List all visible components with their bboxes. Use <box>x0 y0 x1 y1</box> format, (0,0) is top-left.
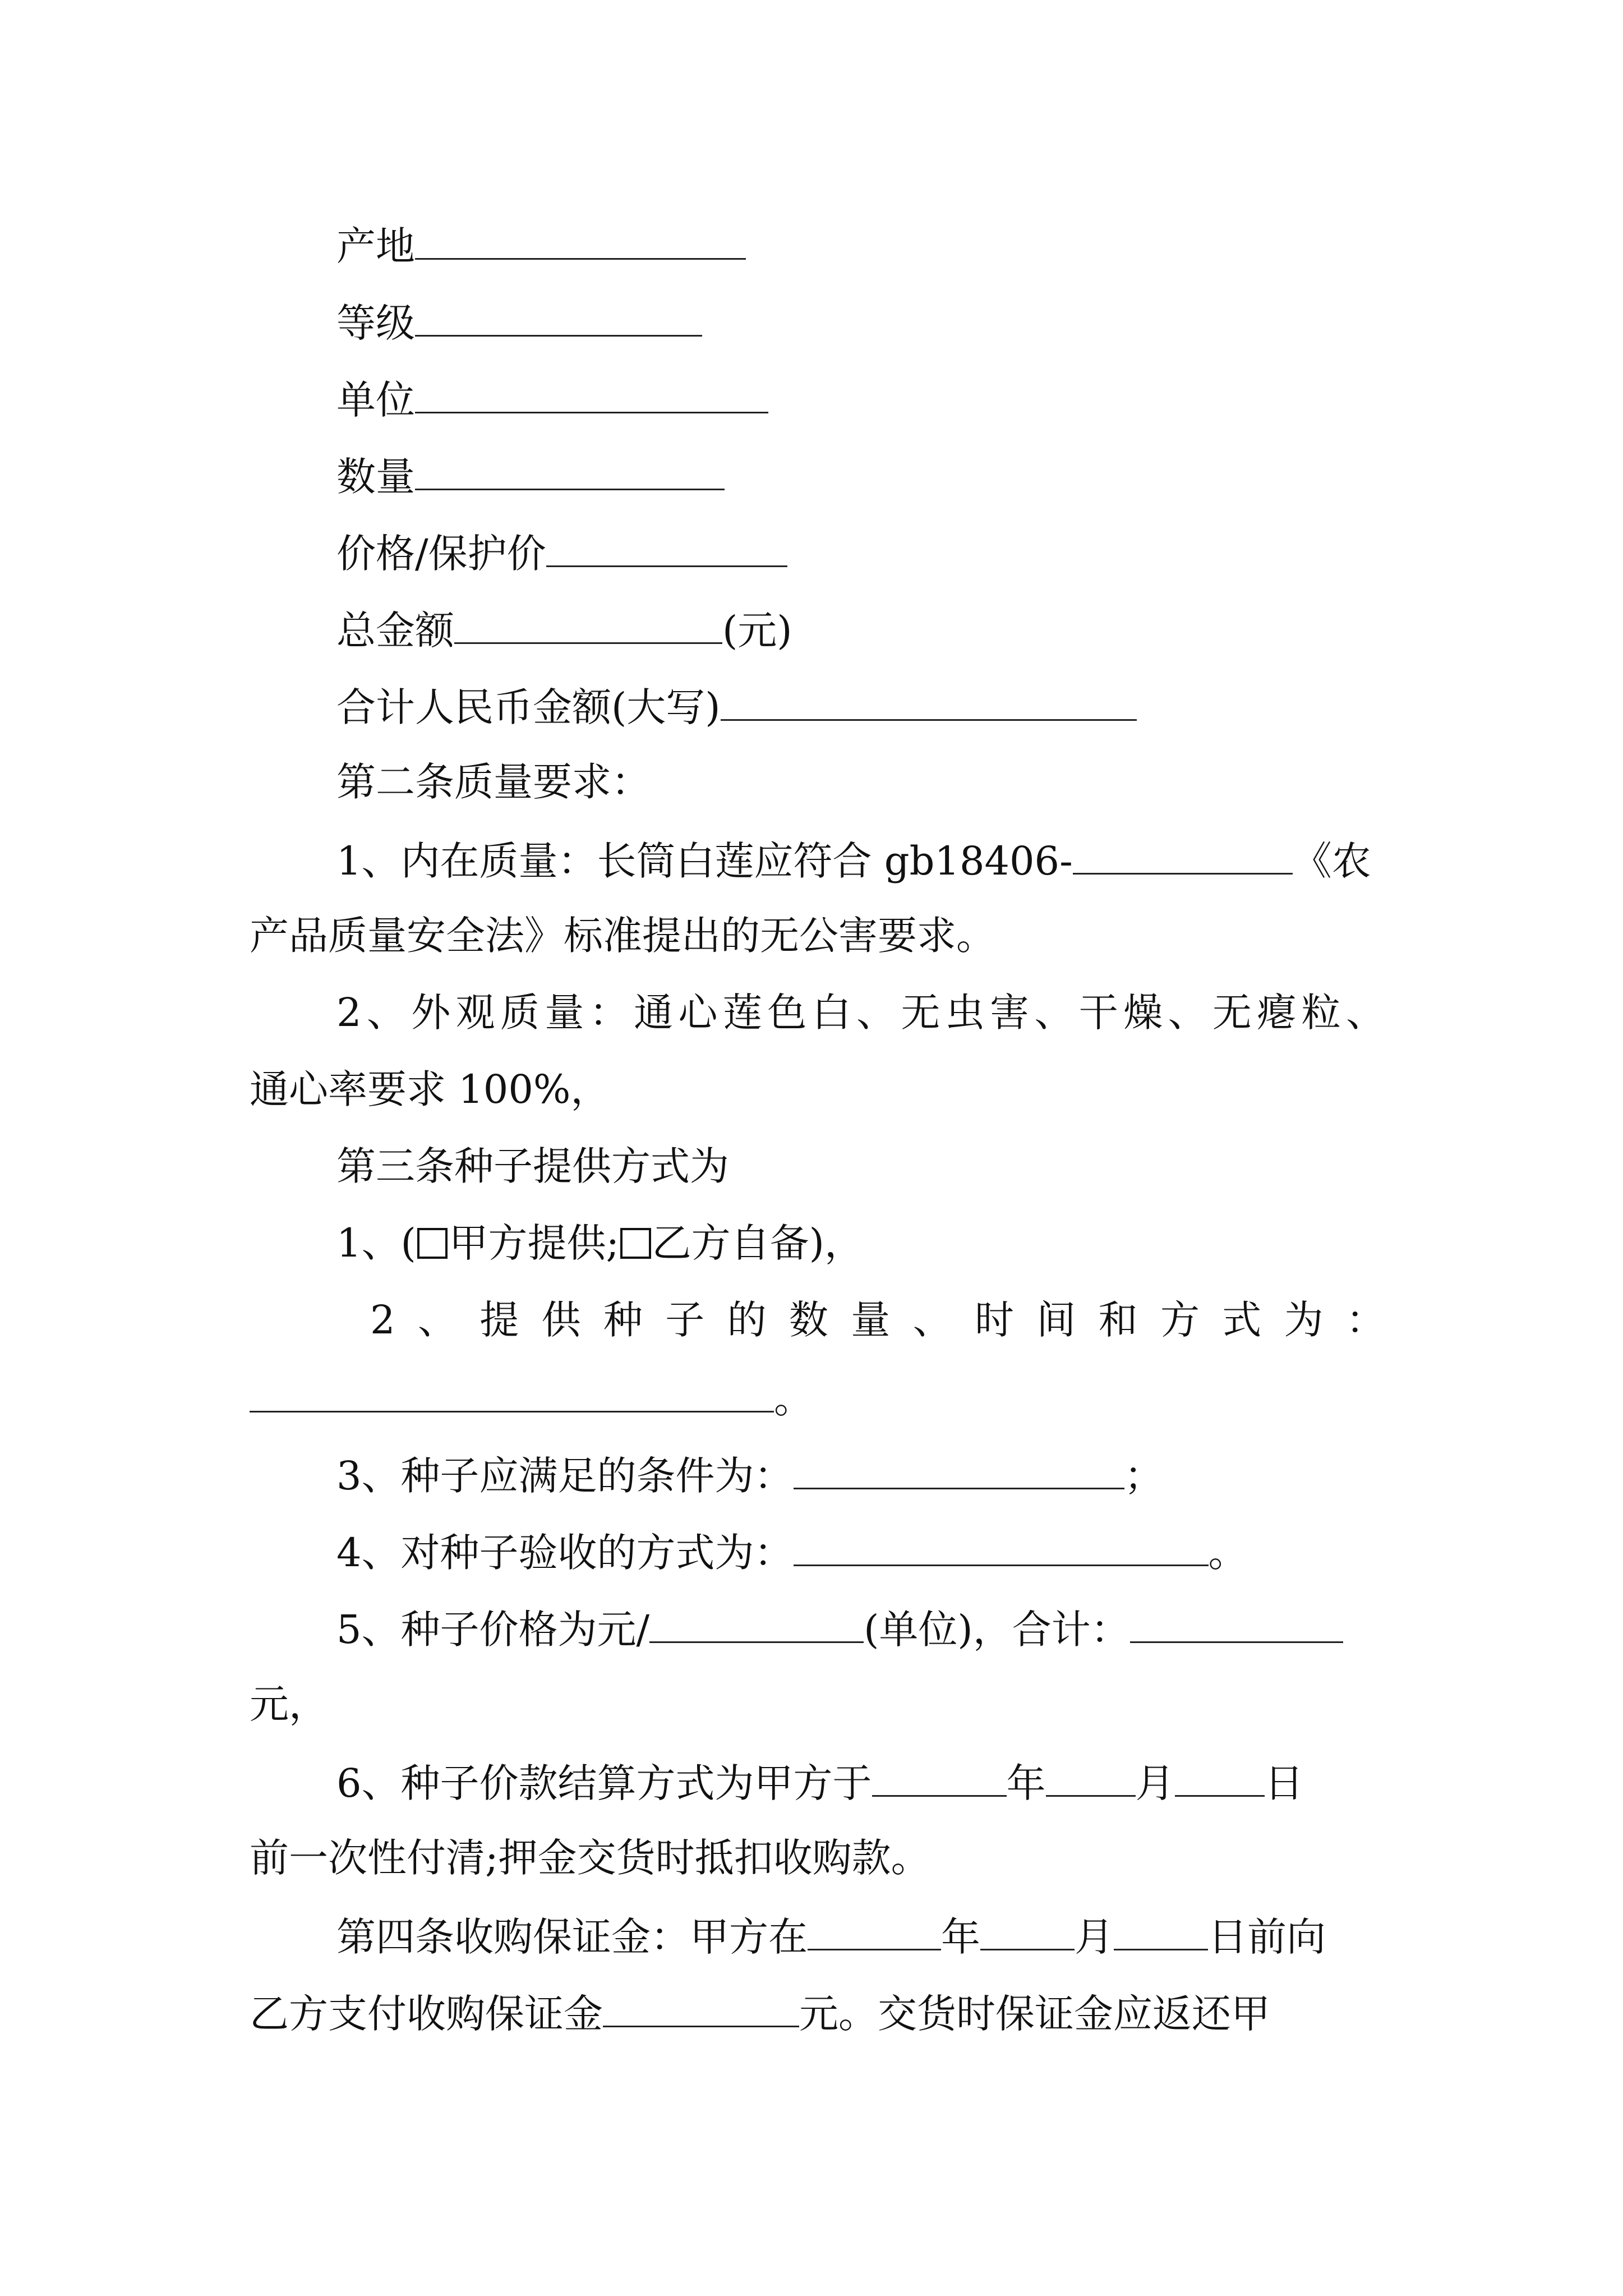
article-3-item-5-cont: 元， <box>250 1681 328 1727</box>
article-3-title: 第三条种子提供方式为 <box>336 1143 729 1189</box>
article-4-cont <box>250 1986 1270 2039</box>
field-grade <box>336 296 702 348</box>
unit-blank[interactable] <box>415 372 768 413</box>
field-label: 价格/保护价 <box>336 531 546 577</box>
field-label: 数量 <box>336 454 415 500</box>
article-2-item-2-cont: 通心率要求 100%， <box>250 1066 610 1112</box>
item-text: 4、对种子验收的方式为： <box>336 1530 794 1576</box>
article-3-item-5 <box>336 1602 1343 1655</box>
price-blank[interactable] <box>546 526 787 567</box>
month-blank[interactable] <box>1046 1756 1136 1797</box>
article-2-title: 第二条质量要求： <box>336 759 651 805</box>
article-2-item-1 <box>336 834 1371 886</box>
total-unit: (元) <box>722 608 792 654</box>
field-origin <box>336 219 746 272</box>
year-blank[interactable] <box>872 1756 1007 1797</box>
origin-blank[interactable] <box>415 219 746 260</box>
day-label: 日 <box>1264 1760 1304 1806</box>
deposit-year-blank[interactable] <box>808 1910 941 1950</box>
item-text: (单位)，合计： <box>864 1607 1130 1653</box>
seed-supply-blank[interactable] <box>250 1372 774 1412</box>
grade-blank[interactable] <box>415 296 702 337</box>
field-label: 合计人民币金额(大写) <box>336 684 721 730</box>
year-label: 年 <box>941 1914 980 1960</box>
acceptance-method-blank[interactable] <box>794 1525 1209 1566</box>
item-text: 3、种子应满足的条件为： <box>336 1453 794 1499</box>
item-text: 第四条收购保证金：甲方在 <box>336 1914 808 1960</box>
field-total-rmb <box>336 680 1137 733</box>
month-label: 月 <box>1135 1760 1175 1806</box>
item-text: 《农 <box>1292 838 1371 884</box>
article-4 <box>336 1910 1326 1962</box>
seed-condition-blank[interactable] <box>794 1448 1124 1489</box>
party-b-checkbox[interactable] <box>620 1228 651 1259</box>
seed-total-blank[interactable] <box>1130 1602 1343 1643</box>
item-text: 乙方自备)， <box>652 1220 864 1266</box>
item-text: 。 <box>774 1376 813 1422</box>
item-text: 6、种子价款结算方式为甲方于 <box>336 1760 872 1806</box>
quantity-blank[interactable] <box>415 449 725 490</box>
article-2-item-2: 2、外观质量：通心莲色白、无虫害、干燥、无瘪粒、 <box>336 990 1385 1036</box>
item-text: 元。交货时保证金应返还甲 <box>799 1991 1270 2037</box>
field-label: 单位 <box>336 377 415 423</box>
field-label: 等级 <box>336 300 415 346</box>
year-label: 年 <box>1006 1760 1046 1806</box>
month-label: 月 <box>1075 1914 1114 1960</box>
item-text: 。 <box>1208 1530 1248 1576</box>
item-text: 1、内在质量：长筒白莲应符合 gb18406- <box>336 838 1073 884</box>
deposit-day-blank[interactable] <box>1114 1910 1208 1950</box>
field-quantity <box>336 449 725 502</box>
standard-blank[interactable] <box>1073 834 1293 875</box>
total-rmb-blank[interactable] <box>721 680 1137 721</box>
item-text: 1、( <box>336 1220 416 1266</box>
article-3-item-1 <box>336 1218 864 1268</box>
seed-price-blank[interactable] <box>649 1602 864 1643</box>
field-price <box>336 526 787 579</box>
article-2-item-1-cont: 产品质量安全法》标准提出的无公害要求。 <box>250 913 995 959</box>
item-text: 5、种子价格为元/ <box>336 1607 650 1653</box>
total-blank[interactable] <box>454 603 722 644</box>
day-blank[interactable] <box>1175 1756 1265 1797</box>
field-label: 产地 <box>336 223 415 269</box>
field-total <box>336 603 792 656</box>
article-3-item-4 <box>336 1525 1248 1578</box>
article-3-item-3 <box>336 1448 1164 1501</box>
article-3-item-6 <box>336 1756 1304 1809</box>
deposit-month-blank[interactable] <box>980 1910 1075 1950</box>
article-3-item-2-cont <box>250 1372 813 1424</box>
article-3-item-2: 2、提供种子的数量、时间和方式为： <box>370 1297 1385 1343</box>
item-text: 乙方支付收购保证金 <box>250 1991 603 2037</box>
item-text: 日前向 <box>1208 1914 1326 1960</box>
party-a-checkbox[interactable] <box>417 1228 448 1259</box>
field-label: 总金额 <box>336 608 454 654</box>
field-unit <box>336 372 768 425</box>
deposit-amount-blank[interactable] <box>603 1986 799 2027</box>
item-text: 甲方提供; <box>449 1220 620 1266</box>
article-3-item-6-cont: 前一次性付清;押金交货时抵扣收购款。 <box>250 1835 930 1881</box>
item-text: ； <box>1124 1453 1164 1499</box>
